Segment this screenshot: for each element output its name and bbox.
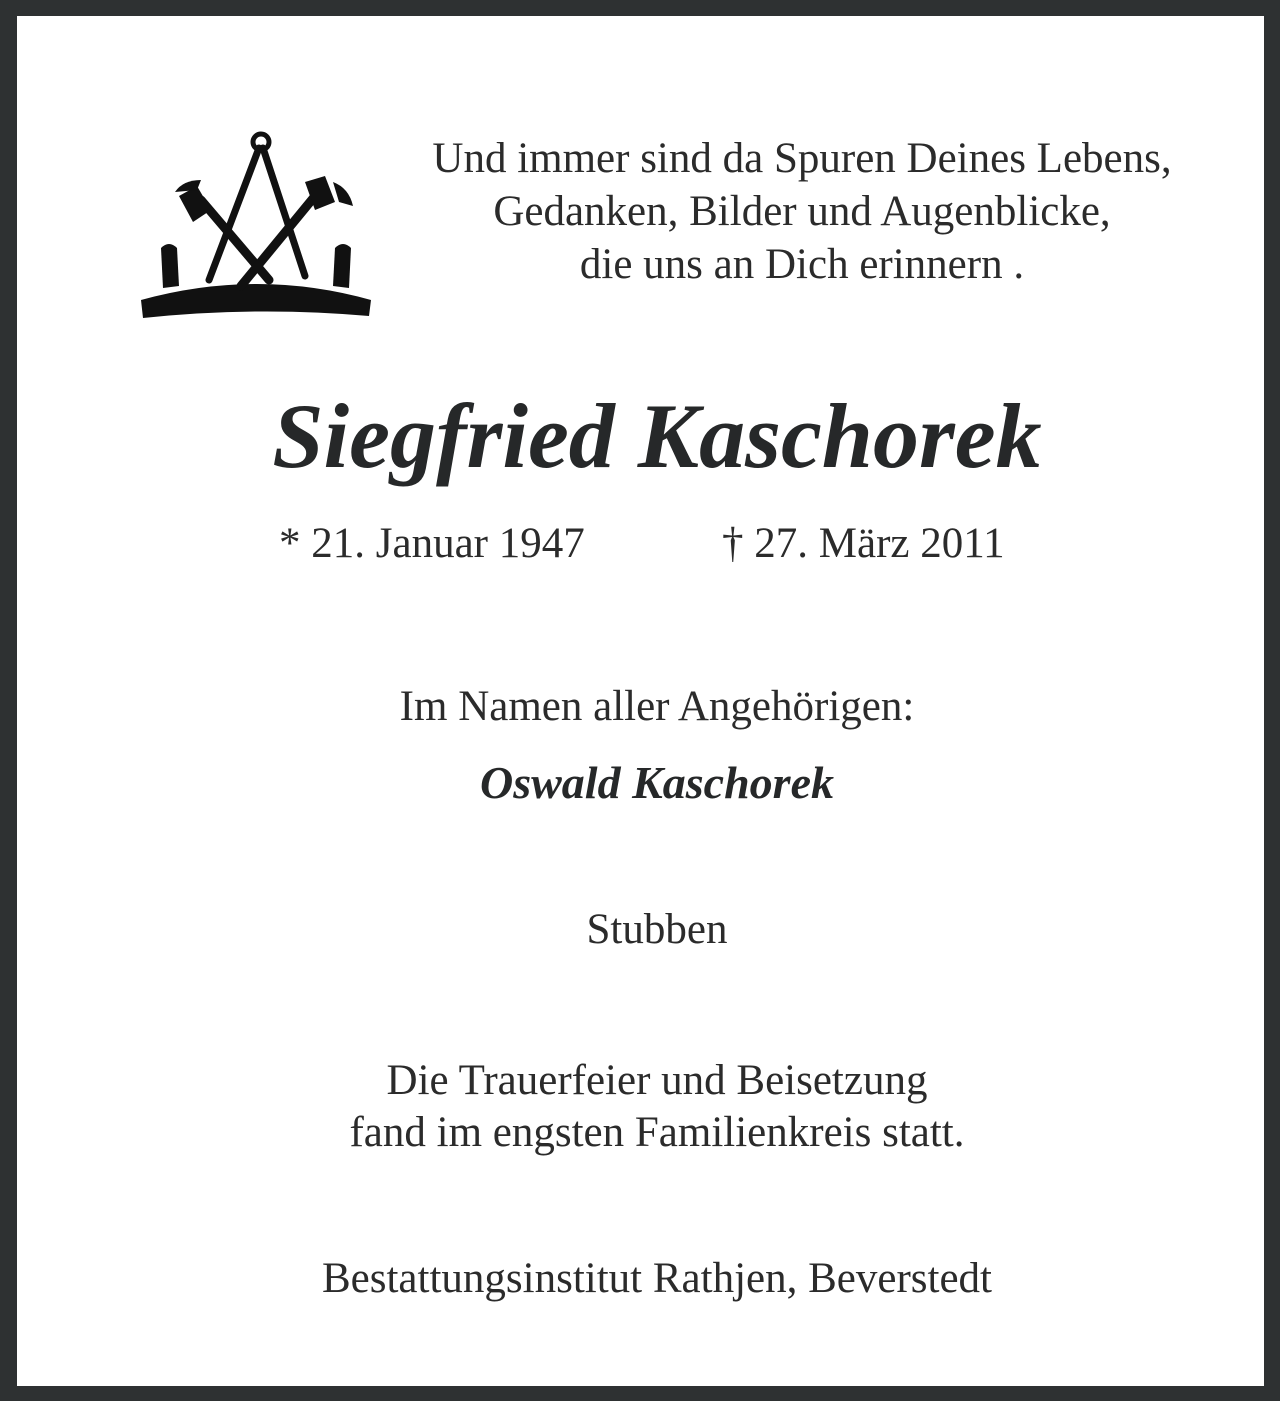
on-behalf-line: Im Namen aller Angehörigen: — [399, 683, 915, 730]
signer-name: Oswald Kaschorek — [480, 757, 834, 808]
place-name: Stubben — [586, 906, 728, 953]
deceased-name: Siegfried Kaschorek — [272, 385, 1042, 487]
funeral-line: Die Trauerfeier und Beisetzung — [386, 1057, 928, 1104]
verse-line: Gedanken, Bilder und Augenblicke, — [493, 188, 1111, 235]
funeral-notice — [17, 1055, 1280, 1159]
memorial-verse — [377, 132, 1227, 291]
death-date: † 27. März 2011 — [722, 520, 1005, 567]
verse-line: Und immer sind da Spuren Deines Lebens, — [432, 135, 1172, 182]
carpenter-guild-emblem-icon — [139, 130, 373, 328]
birth-date: * 21. Januar 1947 — [279, 520, 585, 567]
undertaker-name: Bestattungsinstitut Rathjen, Beverstedt — [321, 1255, 992, 1302]
life-dates — [17, 518, 1280, 570]
funeral-line: fand im engsten Familienkreis statt. — [349, 1109, 965, 1156]
verse-line: die uns an Dich erinnern . — [579, 241, 1025, 288]
